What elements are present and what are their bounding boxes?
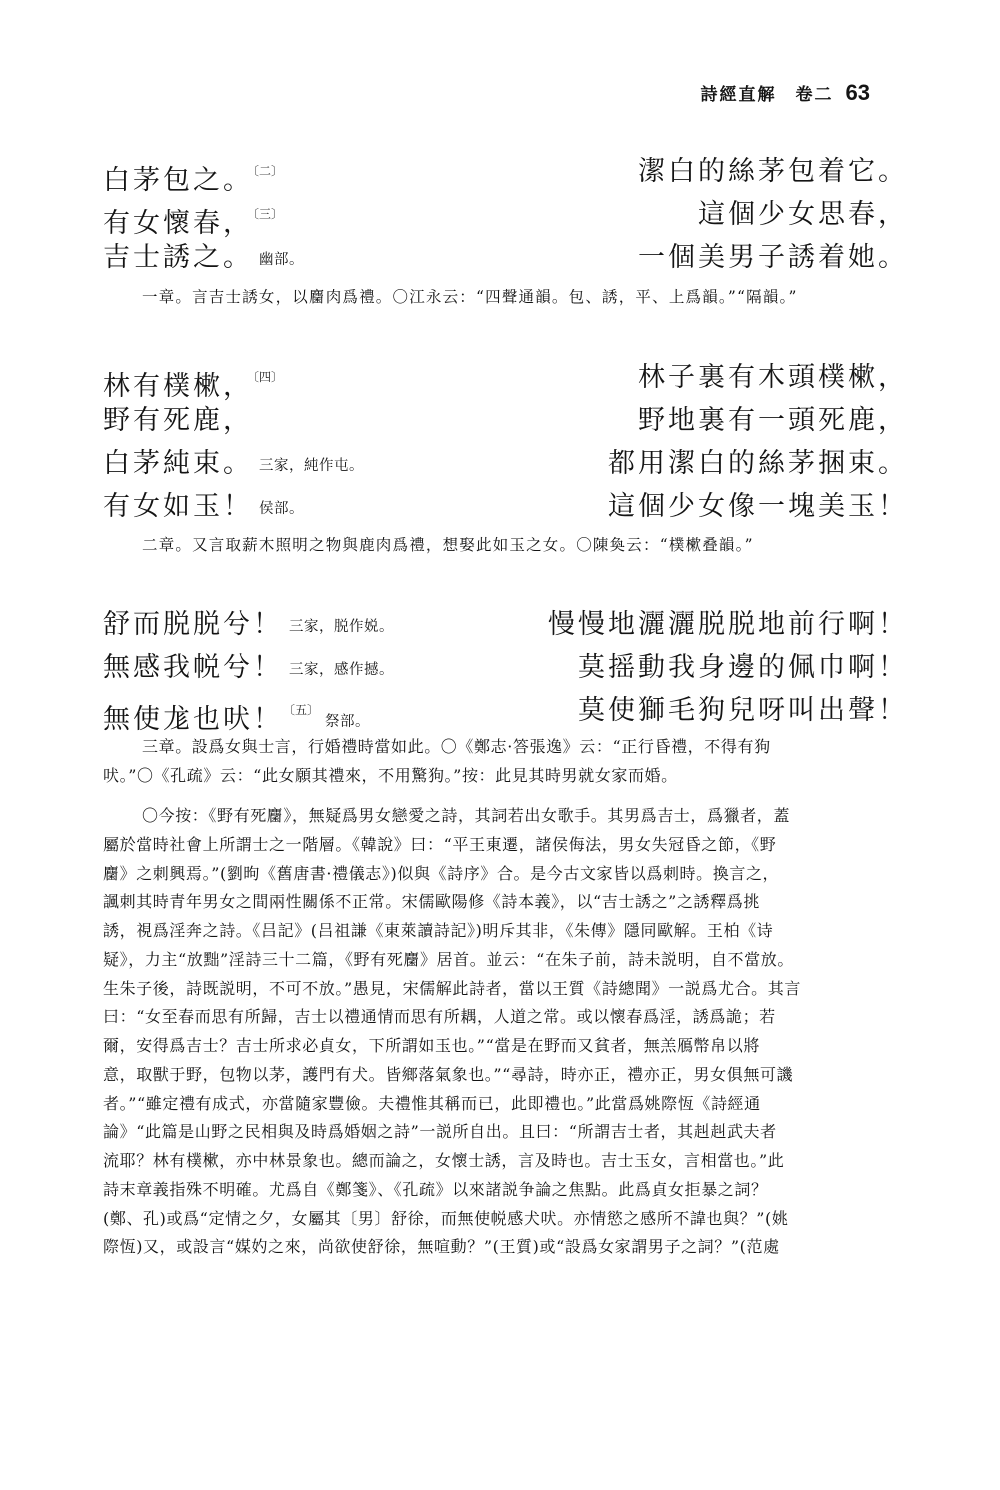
original-verse: 吉士誘之。 (103, 242, 253, 273)
verse-line (103, 399, 908, 442)
chapter-note: 二章。又言取薪木照明之物與鹿肉爲禮，想娶此如玉之女。〇陳奐云：“樸樕叠韻。” (142, 536, 754, 554)
stanza-1 (103, 150, 908, 279)
verse-line (103, 356, 908, 402)
verse-line (103, 193, 908, 239)
chapter-3-note (103, 733, 908, 791)
translation-verse: 莫使獅毛狗兒呀叫出聲！ (578, 695, 908, 726)
text-line: 意，取獸于野，包物以茅，護門有犬。皆鄉落氣象也。”“尋詩，時亦正，禮亦正，男女俱無可譏 (103, 1064, 794, 1084)
original-verse: 有女懷春， (103, 208, 253, 239)
text-line: 三章。設爲女與士言，行婚禮時當如此。〇《鄭志·答張逸》云：“正行昏禮，不得有狗 (142, 737, 771, 756)
text-line: 生朱子後，詩既説明，不可不放。”愚見，宋儒解此詩者，當以王質《詩總聞》一説爲尤合。其言 (103, 978, 801, 998)
original-verse: 無使尨也吠！ (103, 704, 283, 735)
original-verse: 有女如玉！ (103, 491, 253, 522)
text-line: 論》“此篇是山野之民相與及時爲婚姻之詩”一説所自出。且曰：“所謂吉士者，其赳赳武夫者 (103, 1122, 777, 1142)
original-verse: 舒而脱脱兮！ (103, 609, 283, 640)
footnote-marker: 〔二〕 (253, 164, 284, 178)
footnote-marker: 〔三〕 (253, 207, 284, 221)
stanza-2 (103, 356, 908, 528)
text-line: 疑》，力主“放黜”淫詩三十二篇，《野有死麕》居首。並云：“在朱子前，詩未説明，自不當放。 (103, 949, 794, 969)
text-line: 屬於當時社會上所謂士之一階層。《韓說》曰：“平王東遷，諸侯侮法，男女失冠昏之節，《野 (103, 834, 777, 854)
original-verse: 野有死鹿， (103, 405, 253, 436)
verse-line (103, 646, 908, 689)
text-line: 諷刺其時青年男女之間兩性關係不正常。宋儒歐陽修《詩本義》，以“吉士誘之”之誘釋爲挑 (103, 892, 760, 912)
verse-line (103, 485, 908, 528)
variant-note: 三家，脱作娧。 (289, 619, 394, 635)
text-line: 麕》之刺興焉。”(劉昫《舊唐書·禮儀志》)似與《詩序》合。是今古文家皆以爲刺時。換言之， (103, 863, 780, 883)
original-verse: 林有樸樕， (103, 371, 253, 402)
text-line: 流耶？林有樸樕，亦中林景象也。總而論之，女懷士誘，言及時也。吉士玉女，言相當也。”此 (103, 1151, 785, 1170)
rhyme-note: 祭部。 (325, 714, 371, 730)
page-number: 63 (845, 80, 870, 105)
book-title: 詩經直解 卷二 (700, 85, 834, 105)
translation-verse: 都用潔白的絲茅捆束。 (608, 448, 908, 479)
translation-verse: 這個少女像一塊美玉！ (608, 491, 908, 522)
text-line: 爾，安得爲吉士？吉士所求必貞女，下所謂如玉也。”“當是在野而又貧者，無羔鴈幣帛以將 (103, 1036, 760, 1055)
chapter-note: 一章。言吉士誘女，以麕肉爲禮。〇江永云：“四聲通韻。包、誘，平、上爲韻。”“隔韻。” (142, 288, 798, 306)
text-line: 際恆)又，或設言“媒妁之來，尚欲使舒徐，無喧動？”(王質)或“設爲女家謂男子之詞？”(范處 (103, 1237, 780, 1257)
original-verse: 無感我帨兮！ (103, 652, 283, 683)
translation-verse: 莫摇動我身邊的佩巾啊！ (578, 652, 908, 683)
variant-note: 三家，感作撼。 (289, 662, 394, 678)
text-line: 詩末章義指殊不明確。尤爲自《鄭箋》、《孔疏》以來諸説争論之焦點。此爲貞女拒暴之詞？ (103, 1179, 768, 1199)
commentary-paragraph (103, 802, 908, 1262)
translation-verse: 一個美男子誘着她。 (638, 242, 908, 273)
text-line: 〇今按：《野有死麕》，無疑爲男女戀愛之詩，其詞若出女歌手。其男爲吉士，爲獵者，蓋 (142, 806, 791, 825)
verse-line (103, 603, 908, 646)
translation-verse: 這個少女思春， (698, 199, 908, 230)
verse-line (103, 442, 908, 485)
text-line: 吠。”〇《孔疏》云：“此女願其禮來，不用驚狗。”按：此見其時男就女家而婚。 (103, 765, 678, 785)
text-line: 曰：“女至春而思有所歸，吉士以禮通情而思有所耦，人道之常。或以懷春爲淫，誘爲詭；若 (103, 1007, 776, 1027)
translation-verse: 潔白的絲茅包着它。 (638, 156, 908, 187)
original-verse: 白茅包之。 (103, 165, 253, 196)
original-verse: 白茅純束。 (103, 448, 253, 479)
verse-line (103, 689, 908, 735)
running-header (701, 80, 870, 110)
rhyme-note: 幽部。 (259, 252, 304, 268)
text-line: 誘，視爲淫奔之詩。《吕記》(吕祖謙《東萊讀詩記》)明斥其非，《朱傳》隱同歐解。王柏《诗 (103, 921, 774, 940)
translation-verse: 野地裏有一頭死鹿， (638, 405, 908, 436)
footnote-marker: 〔五〕 (283, 703, 320, 717)
text-line: (鄭、孔)或爲“定情之夕，女屬其〔男〕舒徐，而無使帨感犬吠。亦情慾之感所不諱也與？”(姚 (103, 1208, 789, 1228)
translation-verse: 林子裏有木頭樸樕， (638, 362, 908, 393)
variant-note: 三家，純作屯。 (259, 458, 364, 474)
verse-line (103, 150, 908, 196)
footnote-marker: 〔四〕 (253, 370, 284, 384)
text-line: 者。”“雖定禮有成式，亦當隨家豐儉。夫禮惟其稱而已，此即禮也。”此當爲姚際恆《詩經通 (103, 1093, 761, 1113)
verse-line (103, 236, 908, 279)
stanza-3 (103, 603, 908, 735)
translation-verse: 慢慢地灑灑脱脱地前行啊！ (548, 609, 908, 640)
rhyme-note: 侯部。 (259, 501, 304, 517)
